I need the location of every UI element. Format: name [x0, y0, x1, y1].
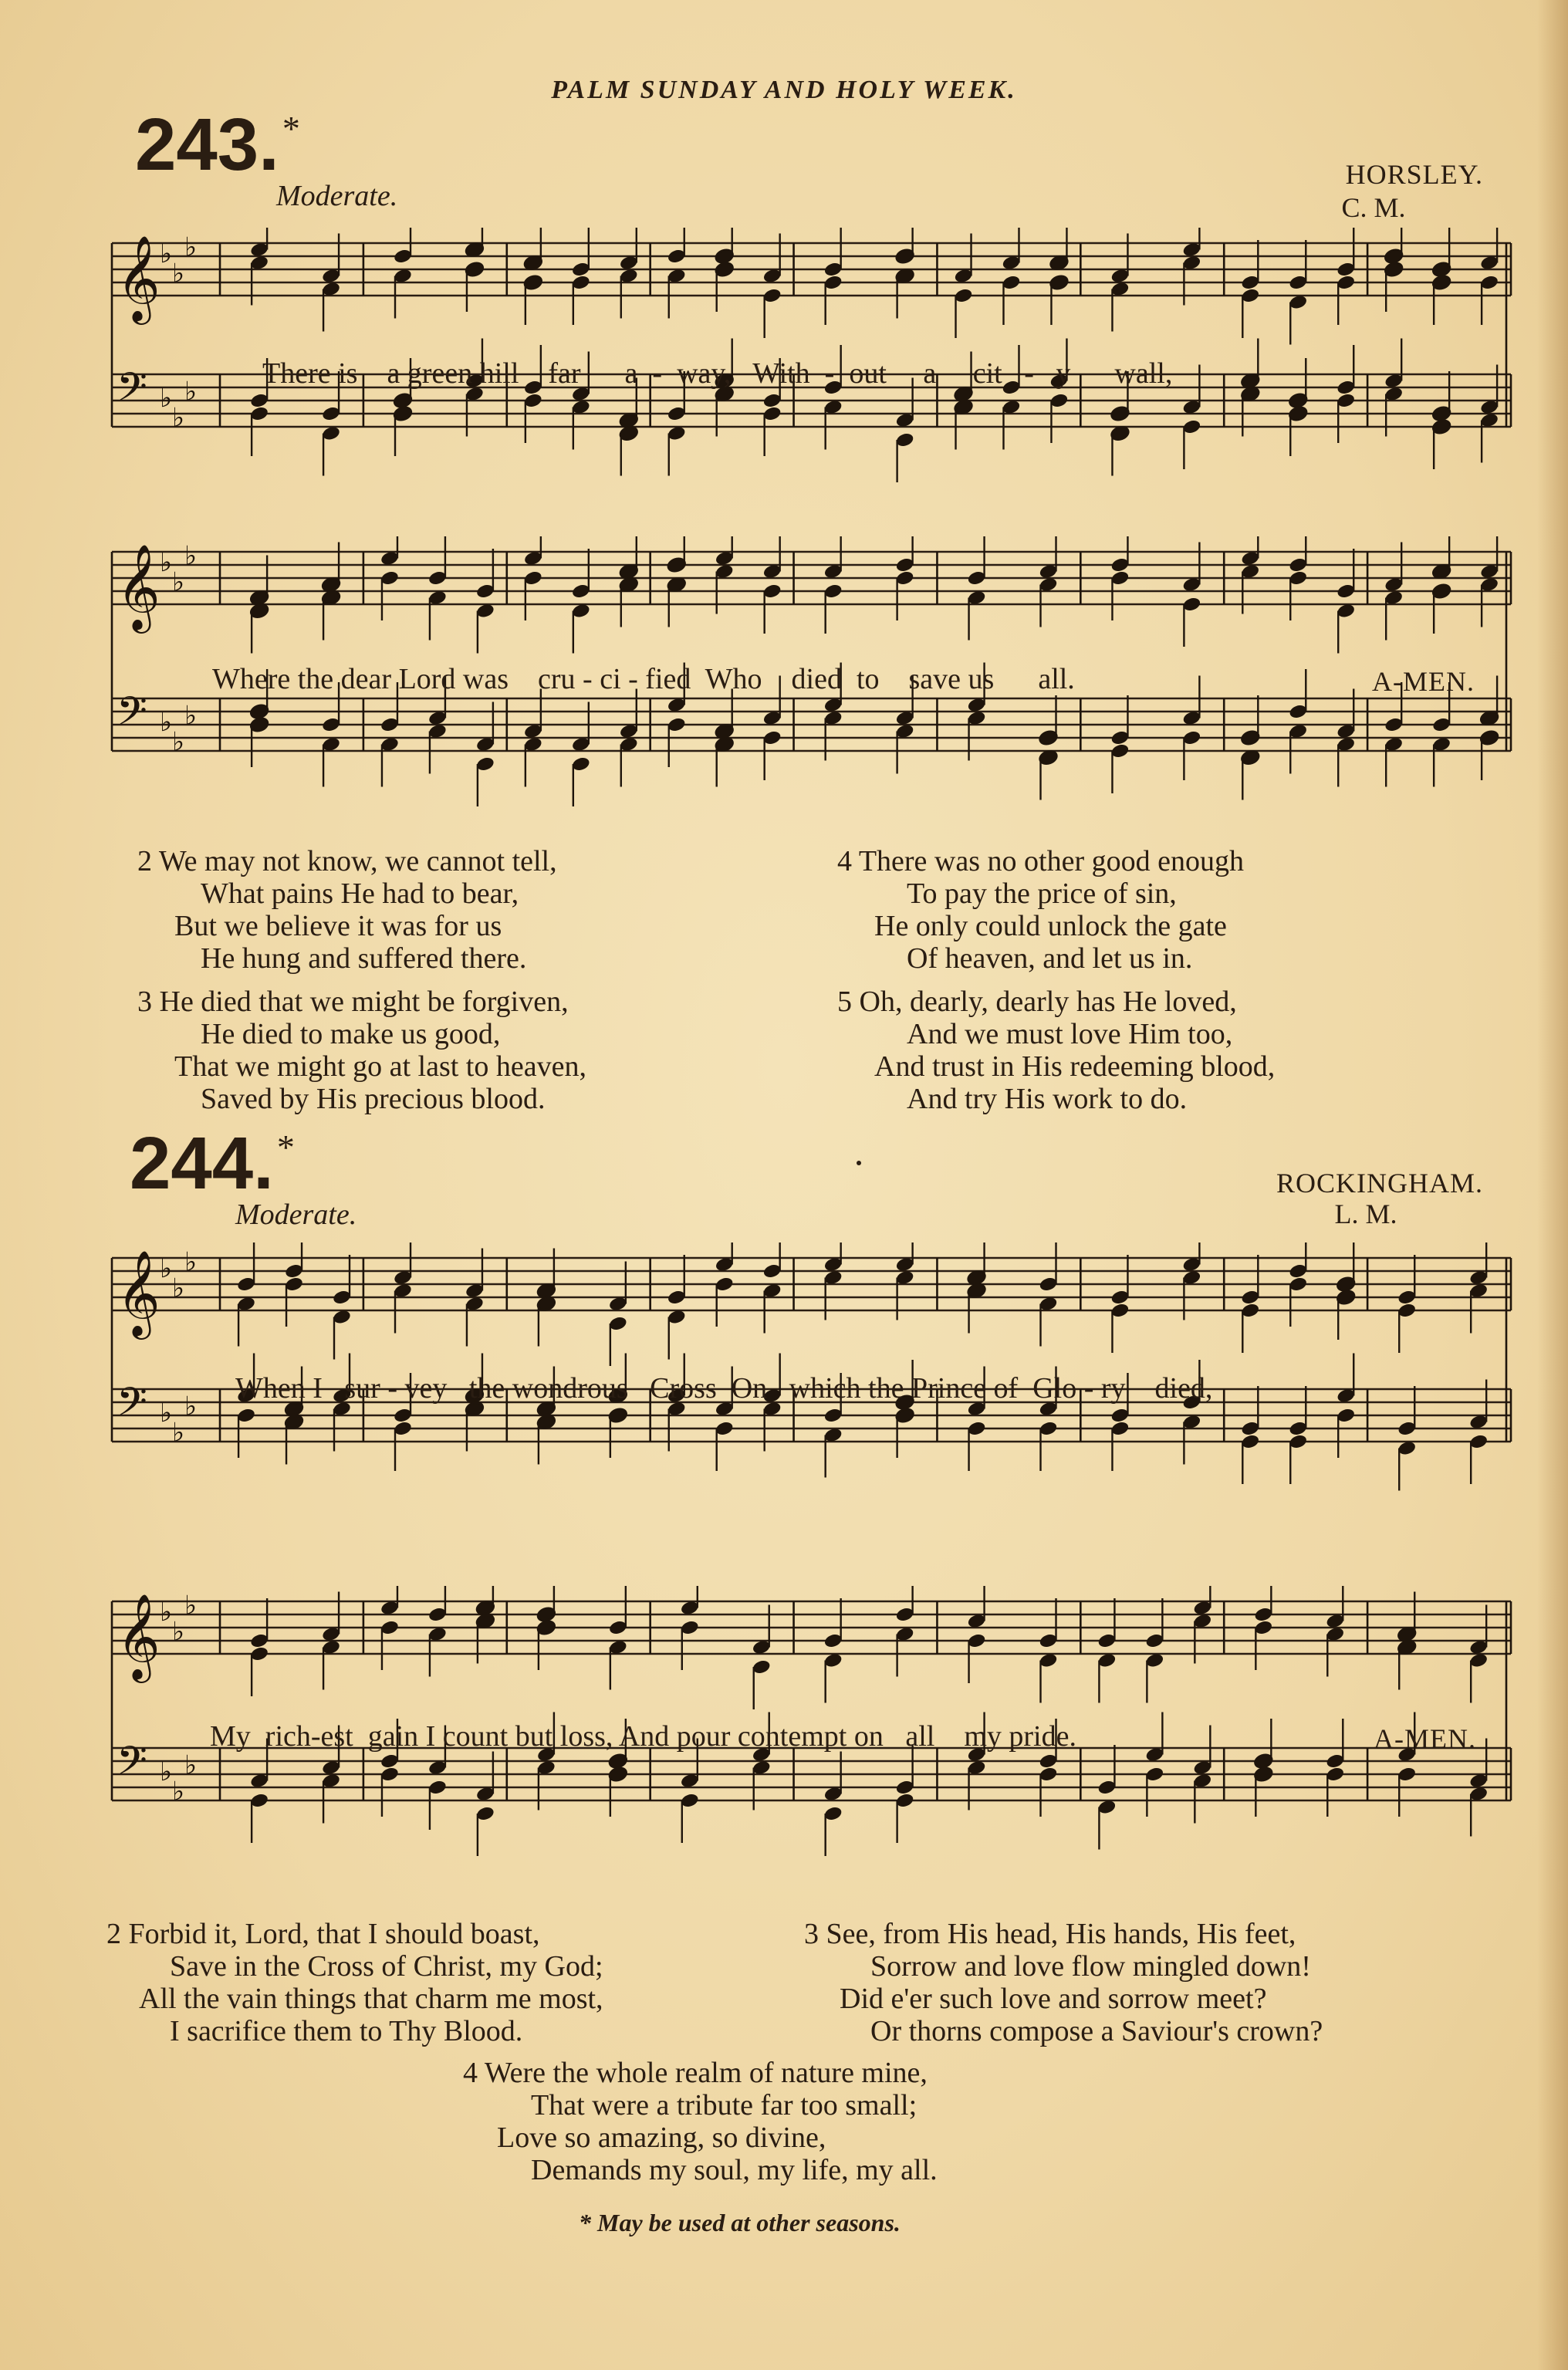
tempo-marking: Moderate. [235, 1199, 357, 1231]
flat-icon: ♭ [160, 1398, 173, 1428]
bass-staff [112, 1748, 1511, 1800]
page-edge-shading [1537, 0, 1568, 2370]
flat-icon: ♭ [160, 1597, 173, 1628]
verse-line: Saved by His precious blood. [201, 1083, 546, 1115]
flat-icon: ♭ [184, 540, 198, 572]
flat-icon: ♭ [184, 376, 198, 407]
verse [137, 845, 557, 975]
verse [837, 845, 1244, 975]
bass-clef-icon: 𝄢 [117, 1378, 147, 1435]
footnote-mark: * [282, 109, 300, 148]
verse-number: 2 [137, 845, 152, 877]
verse [137, 986, 586, 1115]
footnote-mark: * [276, 1128, 295, 1167]
flat-icon: ♭ [172, 726, 185, 758]
verse-number: 2 [106, 1918, 121, 1950]
lyrics-line: When I sur - vey the wondrous Cross On which the Prince of Glo - ry died, [235, 1372, 1213, 1405]
verse-line: And trust in His redeeming blood, [874, 1050, 1276, 1083]
verse-line: Were the whole realm of nature mine, [484, 2057, 928, 2089]
verse-line: Oh, dearly, dearly has He loved, [859, 986, 1237, 1018]
flat-icon: ♭ [184, 232, 198, 263]
meter: L. M. [1334, 1199, 1397, 1229]
amen: A-MEN. [1372, 666, 1475, 697]
amen: A-MEN. [1374, 1723, 1476, 1754]
tune-name: ROCKINGHAM. [1276, 1168, 1483, 1199]
flat-icon: ♭ [160, 547, 173, 578]
flat-icon: ♭ [172, 1417, 185, 1449]
verse-line: Did e'er such love and sorrow meet? [840, 1983, 1267, 2015]
meter: C. M. [1341, 192, 1406, 223]
flat-icon: ♭ [184, 700, 198, 732]
page-header: PALM SUNDAY AND HOLY WEEK. [551, 76, 1017, 104]
flat-icon: ♭ [160, 1253, 173, 1284]
verse-number: 3 [137, 986, 152, 1018]
bass-clef-icon: 𝄢 [117, 363, 147, 420]
flat-icon: ♭ [160, 238, 173, 269]
verse-number: 4 [837, 845, 852, 877]
hymn-244-number [130, 1122, 295, 1205]
verse-line: Or thorns compose a Saviour's crown? [870, 2015, 1323, 2047]
flat-icon: ♭ [184, 1750, 198, 1781]
flat-icon: ♭ [172, 258, 185, 289]
flat-icon: ♭ [172, 566, 185, 598]
verse [463, 2057, 938, 2186]
flat-icon: ♭ [184, 1246, 198, 1278]
verse-line: Forbid it, Lord, that I should boast, [128, 1918, 540, 1950]
verse-line: What pains He had to bear, [201, 877, 519, 910]
verse-line: Sorrow and love flow mingled down! [870, 1950, 1311, 1983]
flat-icon: ♭ [160, 383, 173, 414]
hymn-243-number [135, 103, 300, 186]
tune-name: HORSLEY. [1345, 159, 1483, 190]
flat-icon: ♭ [184, 1391, 198, 1422]
verse [837, 986, 1275, 1115]
flat-icon: ♭ [160, 1756, 173, 1787]
footnote: * May be used at other seasons. [579, 2209, 901, 2236]
verse-line: See, from His head, His hands, His feet, [826, 1918, 1296, 1950]
verse-line: All the vain things that charm me most, [139, 1983, 603, 2015]
verse-line: He died that we might be forgiven, [159, 986, 569, 1018]
flat-icon: ♭ [160, 707, 173, 738]
verse-number: 3 [804, 1918, 819, 1950]
verse-line: But we believe it was for us [174, 910, 502, 942]
bass-clef-icon: 𝄢 [117, 688, 147, 744]
verse-number: 5 [837, 986, 852, 1018]
lyrics-line: My rich-est gain I count but loss, And pour contempt on all my pride. [210, 1720, 1076, 1753]
verse-line: There was no other good enough [858, 845, 1244, 877]
flat-icon: ♭ [172, 1273, 185, 1304]
verse [804, 1918, 1323, 2047]
verse-line: That were a tribute far too small; [531, 2089, 917, 2122]
lyrics-line: Where the dear Lord was cru - ci - fied Who died to save us all. [212, 663, 1075, 695]
verse-line: He died to make us good, [201, 1018, 501, 1050]
verse-line: Demands my soul, my life, my all. [531, 2154, 938, 2186]
ink-speck [857, 1161, 861, 1165]
lyrics-line: There is a green hill far a - way, With - out a cit - y wall, [262, 357, 1173, 390]
bass-clef-icon: 𝄢 [117, 1737, 147, 1794]
treble-clef-icon: 𝄞 [117, 543, 161, 630]
verse-line: We may not know, we cannot tell, [158, 845, 557, 877]
verse [106, 1918, 603, 2047]
treble-staff [112, 243, 1511, 296]
treble-clef-icon: 𝄞 [117, 1593, 161, 1679]
hymn-number: 244. [130, 1122, 274, 1205]
verse-line: To pay the price of sin, [907, 877, 1177, 910]
verse-line: Save in the Cross of Christ, my God; [170, 1950, 603, 1983]
flat-icon: ♭ [172, 1616, 185, 1648]
verse-line: He only could unlock the gate [874, 910, 1227, 942]
flat-icon: ♭ [172, 402, 185, 434]
verse-line: He hung and suffered there. [201, 942, 527, 975]
verse-line: I sacrifice them to Thy Blood. [170, 2015, 523, 2047]
flat-icon: ♭ [172, 1776, 185, 1807]
verse-number: 4 [463, 2057, 478, 2089]
flat-icon: ♭ [184, 1590, 198, 1621]
verse-line: Love so amazing, so divine, [497, 2122, 826, 2154]
verse-line: And try His work to do. [907, 1083, 1188, 1115]
tempo-marking: Moderate. [276, 180, 398, 212]
hymn-number: 243. [135, 103, 279, 186]
treble-clef-icon: 𝄞 [117, 1249, 161, 1336]
verse-line: That we might go at last to heaven, [174, 1050, 586, 1083]
treble-staff [112, 1601, 1511, 1654]
treble-clef-icon: 𝄞 [117, 235, 161, 321]
verse-line: And we must love Him too, [907, 1018, 1233, 1050]
verse-line: Of heaven, and let us in. [907, 942, 1193, 975]
